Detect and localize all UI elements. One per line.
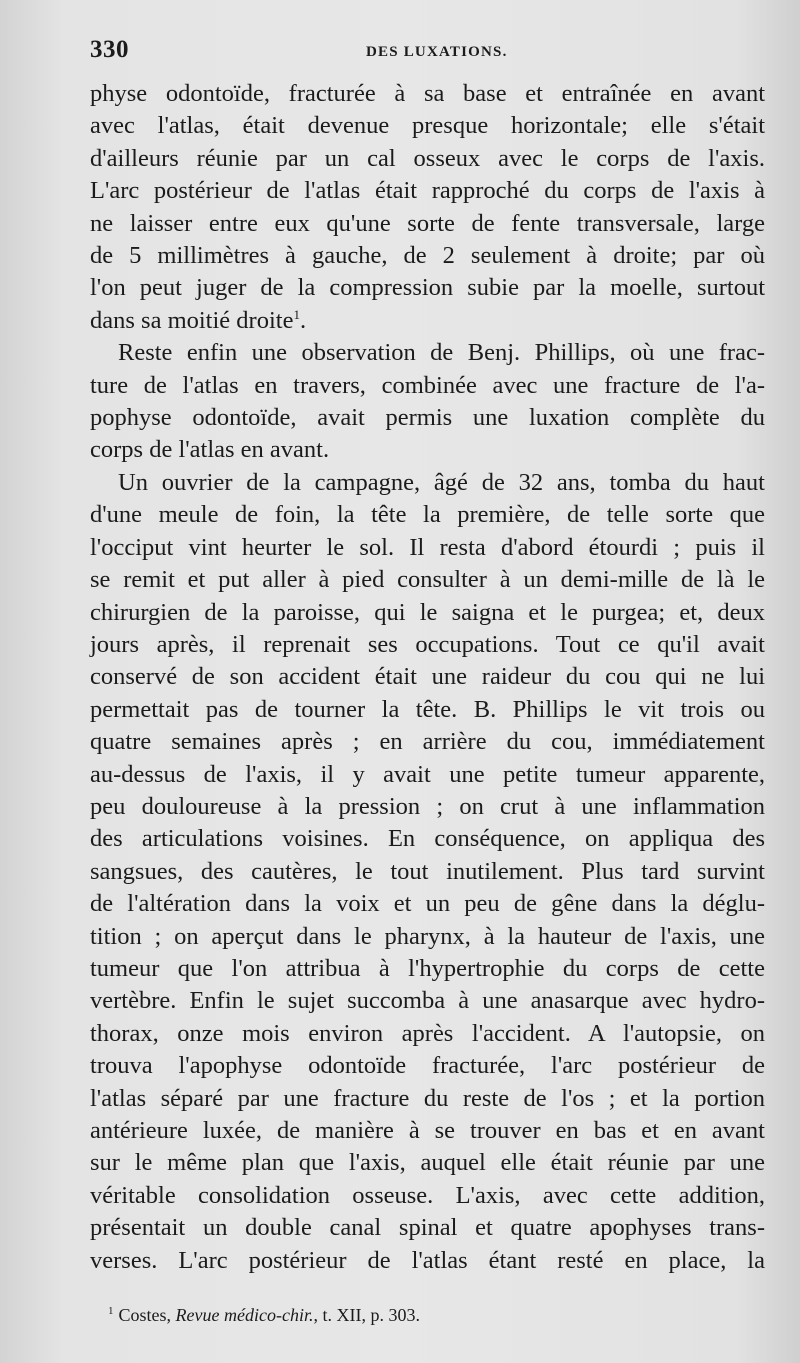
text-line: d'une meule de foin, la tête la première, de telle sorte que	[90, 501, 765, 529]
text-line: antérieure luxée, de manière à se trouver en bas et en avant	[90, 1117, 765, 1144]
text-line: verses. L'arc postérieur de l'atlas étant resté en place, la	[90, 1246, 765, 1274]
text-line: d'ailleurs réunie par un cal osseux avec le corps de l'axis.	[90, 144, 765, 172]
text-line: sur le même plan que l'axis, auquel elle était réunie par une	[90, 1149, 765, 1177]
text-line: thorax, onze mois environ après l'accident. A l'autopsie, on	[90, 1019, 765, 1047]
text-line: Un ouvrier de la campagne, âgé de 32 ans, tomba du haut	[118, 468, 765, 496]
footnote-mark: 1	[108, 1305, 114, 1317]
text-line: l'atlas séparé par une fracture du reste de l'os ; et la portion	[90, 1084, 765, 1112]
text-line: des articulations voisines. En conséquence, on appliqua des	[90, 825, 765, 853]
text-line: au-dessus de l'axis, il y avait une petite tumeur apparente,	[90, 760, 765, 788]
text-line-last: corps de l'atlas en avant.	[90, 436, 330, 464]
text-line-last	[90, 305, 765, 337]
footnote-journal-title: Revue médico-chir.	[175, 1305, 314, 1325]
body-text	[90, 78, 765, 1277]
text-line-content: dans sa moitié droite	[90, 306, 294, 334]
footnote-reference[interactable]: 1	[293, 306, 300, 322]
text-line: sangsues, des cautères, le tout inutilement. Plus tard survint	[90, 857, 765, 885]
text-line: présentait un double canal spinal et quatre apophyses trans-	[90, 1214, 765, 1242]
page-number: 330	[90, 36, 129, 63]
text-line: Reste enfin une observation de Benj. Phillips, où une frac-	[118, 339, 765, 367]
text-line: physe odontoïde, fracturée à sa base et entraînée en avant	[90, 80, 765, 107]
text-line: trouva l'apophyse odontoïde fracturée, l'arc postérieur de	[90, 1052, 765, 1080]
text-line: quatre semaines après ; en arrière du cou, immédiatement	[90, 728, 765, 756]
text-line: tumeur que l'on attribua à l'hypertrophie du corps de cette	[90, 954, 765, 982]
text-line: peu douloureuse à la pression ; on crut à une inflammation	[90, 792, 765, 820]
text-line: véritable consolidation osseuse. L'axis, avec cette addition,	[90, 1181, 765, 1209]
text-line: se remit et put aller à pied consulter à un demi-mille de là le	[90, 566, 765, 594]
text-line: pophyse odontoïde, avait permis une luxation complète du	[90, 404, 765, 432]
page-header	[90, 36, 762, 72]
text-line: de l'altération dans la voix et un peu de gêne dans la déglu-	[90, 890, 765, 918]
text-line: avec l'atlas, était devenue presque horizontale; elle s'était	[90, 112, 765, 140]
text-line: l'occiput vint heurter le sol. Il resta d'abord étourdi ; puis il	[90, 533, 765, 561]
text-line: ture de l'atlas en travers, combinée avec une fracture de l'a-	[90, 371, 765, 399]
running-head: DES LUXATIONS.	[366, 44, 508, 60]
sentence-end: .	[299, 306, 307, 334]
text-line: tition ; on aperçut dans le pharynx, à la hauteur de l'axis, une	[90, 922, 765, 950]
text-line: chirurgien de la paroisse, qui le saigna et le purgea; et, deux	[90, 598, 765, 626]
paragraph-3	[90, 467, 765, 1277]
text-line: de 5 millimètres à gauche, de 2 seulement à droite; par où	[90, 242, 765, 270]
paragraph-2	[90, 337, 765, 467]
text-line: permettait pas de tourner la tête. B. Phillips le vit trois ou	[90, 695, 765, 723]
text-line: l'on peut juger de la compression subie par la moelle, surtout	[90, 274, 765, 302]
footnote-author: Costes,	[118, 1305, 172, 1325]
paragraph-1	[90, 78, 765, 337]
text-line: conservé de son accident était une raideur du cou qui ne lui	[90, 663, 765, 691]
text-line: ne laisser entre eux qu'une sorte de fente transversale, large	[90, 209, 765, 237]
text-line: jours après, il reprenait ses occupations. Tout ce qu'il avait	[90, 630, 765, 658]
text-line: vertèbre. Enfin le sujet succomba à une anasarque avec hydro-	[90, 987, 765, 1015]
text-line: L'arc postérieur de l'atlas était rapproché du corps de l'axis à	[90, 177, 765, 205]
footnote	[108, 1305, 420, 1326]
footnote-citation: , t. XII, p. 303.	[313, 1305, 420, 1325]
